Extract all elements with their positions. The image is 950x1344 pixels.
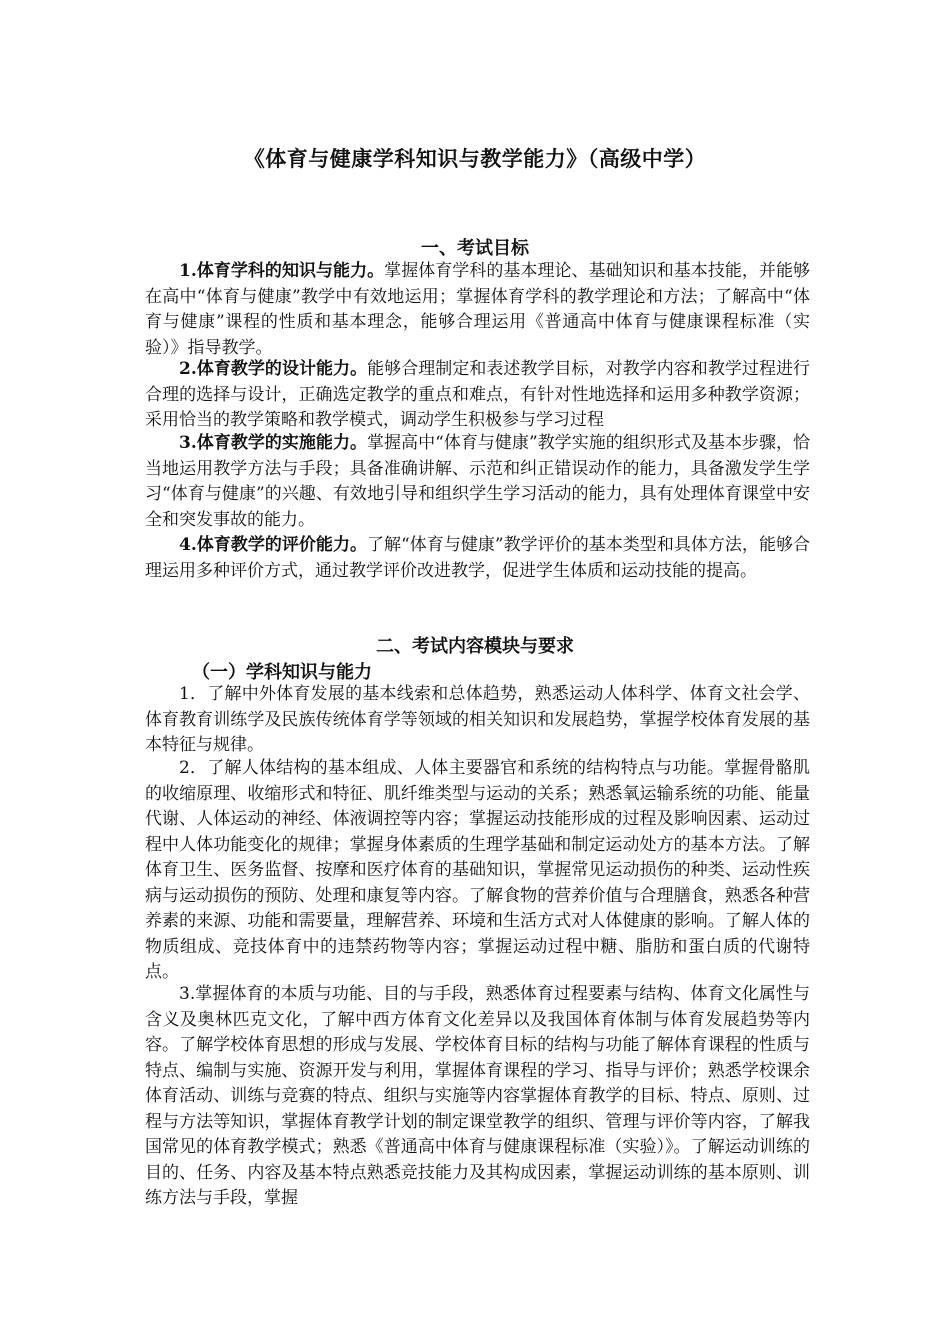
goal-item-lead: 1.体育学科的知识与能力。 xyxy=(179,261,385,281)
goal-item-text: 掌握高中“体育与健康”教学实施的组织形式及基本步骤，恰当地运用教学方法与手段；具备准确讲解、示范和纠正错误动作的能力，具备激发学生学习“体育与健康”的兴趣、有效地引导和组织学生学习活动的能力，具有处理体育课堂中安全和突发事故的能力。 xyxy=(145,433,811,530)
goal-item-text: 掌握体育学科的基本理论、基础知识和基本技能，并能够在高中“体育与健康”教学中有效地运用；掌握体育学科的教学理论和方法；了解高中“体育与健康”课程的性质和基本理念，能够合理运用《普通高中体育与健康课程标准（实验）》指导教学。 xyxy=(145,261,811,358)
goal-item-lead: 2.体育教学的设计能力。 xyxy=(179,359,368,379)
section-heading-exam-goals: 一、考试目标 xyxy=(421,238,529,259)
content-paragraph-1: 1．了解中外体育发展的基本线索和总体趋势，熟悉运动人体科学、体育文社会学、体育教育训练学及民族传统体育学等领域的相关知识和发展趋势，掌握学校体育发展的基本特征与规律。 xyxy=(145,684,810,755)
content-paragraph-2: 2．了解人体结构的基本组成、人体主要器官和系统的结构特点与功能。掌握骨骼肌的收缩原理、收缩形式和特征、肌纤维类型与运动的关系；熟悉氧运输系统的功能、能量代谢、人体运动的神经、体液调控等内容；掌握运动技能形成的过程及影响因素、运动过程中人体功能变化的规律；掌握身体素质的生理学基础和制定运动处方的基本方法。了解体育卫生、医务监督、按摩和医疗体育的基础知识，掌握常见运动损伤的种类、运动性疾病与运动损伤的预防、处理和康复等内容。了解食物的营养价值与合理膳食，熟悉各种营养素的来源、功能和需要量，理解营养、环境和生活方式对人体健康的影响。了解人体的物质组成、竞技体育中的违禁药物等内容；掌握运动过程中糖、脂肪和蛋白质的代谢特点。 xyxy=(145,758,810,982)
section-heading-content-modules: 二、考试内容模块与要求 xyxy=(376,636,574,657)
content-paragraph-3: 3.掌握体育的本质与功能、目的与手段，熟悉体育过程要素与结构、体育文化属性与含义及奥林匹克文化，了解中西方体育文化差异以及我国体育体制与体育发展趋势等内容。了解学校体育思想的形成与发展、学校体育目标的结构与功能了解体育课程的性质与特点、编制与实施、资源开发与利用，掌握体育课程的学习、指导与评价；熟悉学校课余体育活动、训练与竞赛的特点、组织与实施等内容掌握体育教学的目标、特点、原则、过程与方法等知识，掌握体育教学计划的制定课堂教学的组织、管理与评价等内容，了解我国常见的体育教学模式；熟悉《普通高中体育与健康课程标准（实验）》。了解运动训练的目的、任务、内容及基本特点熟悉竞技能力及其构成因素，掌握运动训练的基本原则、训练方法与手段，掌握 xyxy=(145,984,810,1208)
subsection-heading-subject-knowledge: （一）学科知识与能力 xyxy=(192,662,372,683)
goal-item-4 xyxy=(145,533,810,584)
goal-item-1 xyxy=(145,259,810,361)
goal-item-text: 能够合理制定和表述教学目标，对教学内容和教学过程进行合理的选择与设计，正确选定教学的重点和难点，有针对性地选择和运用多种教学资源；采用恰当的教学策略和教学模式，调动学生积极参与学习过程 xyxy=(145,359,811,430)
goal-item-lead: 3.体育教学的实施能力。 xyxy=(179,433,368,453)
goal-item-2 xyxy=(145,357,810,434)
goal-item-3 xyxy=(145,431,810,533)
goal-item-lead: 4.体育教学的评价能力。 xyxy=(179,535,368,555)
goal-item-text: 了解“体育与健康”教学评价的基本类型和具体方法，能够合理运用多种评价方式，通过教学评价改进教学，促进学生体质和运动技能的提高。 xyxy=(145,535,811,581)
document-title: 《体育与健康学科知识与教学能力》（高级中学） xyxy=(243,146,707,171)
